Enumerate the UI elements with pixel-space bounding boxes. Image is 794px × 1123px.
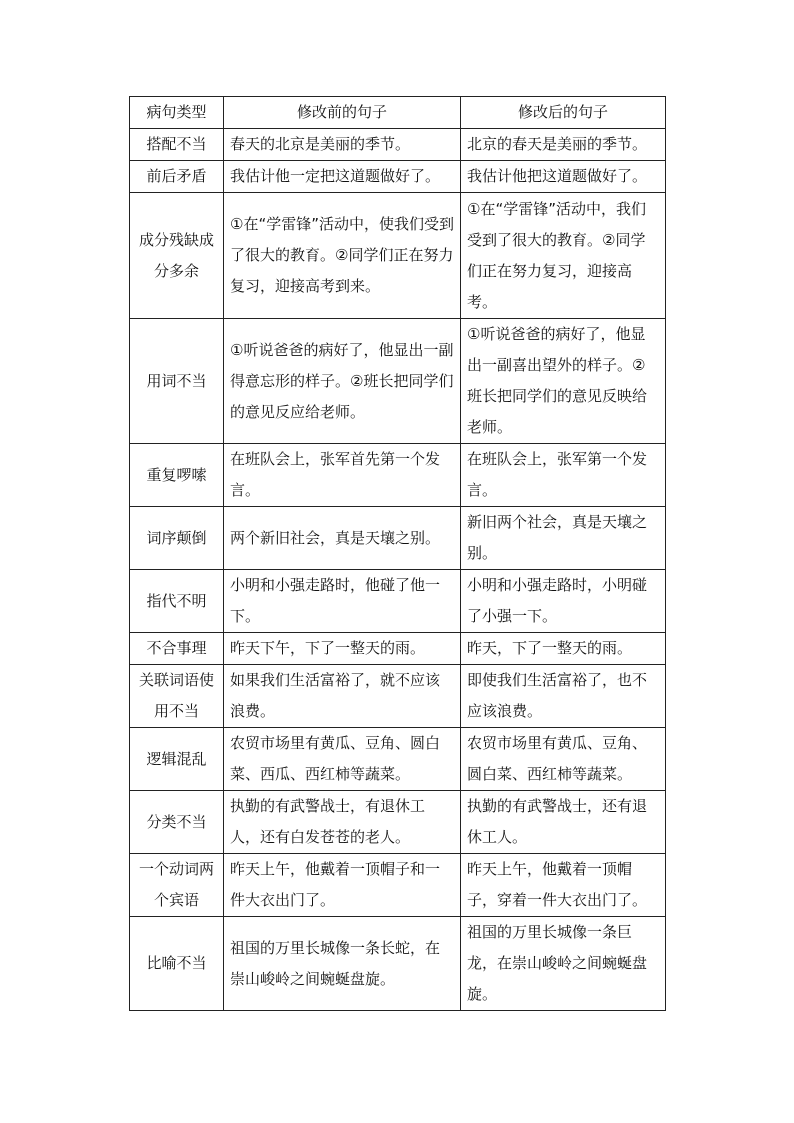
after-sentence-cell: 即使我们生活富裕了，也不应该浪费。 bbox=[461, 665, 666, 728]
table-row bbox=[130, 129, 666, 161]
after-sentence-cell: 祖国的万里长城像一条巨龙，在崇山峻岭之间蜿蜒盘旋。 bbox=[461, 917, 666, 1011]
before-sentence-cell: 小明和小强走路时，他碰了他一下。 bbox=[224, 570, 461, 633]
before-sentence-cell: 春天的北京是美丽的季节。 bbox=[224, 129, 461, 161]
sentence-type-cell: 分类不当 bbox=[130, 791, 224, 854]
table-row bbox=[130, 633, 666, 665]
table-row bbox=[130, 193, 666, 319]
table-row bbox=[130, 319, 666, 444]
before-sentence-cell: ①在“学雷锋”活动中，使我们受到了很大的教育。②同学们正在努力复习，迎接高考到来。 bbox=[224, 193, 461, 319]
sentence-type-cell: 词序颠倒 bbox=[130, 507, 224, 570]
after-sentence-cell: 我估计他把这道题做好了。 bbox=[461, 161, 666, 193]
sentence-type-cell: 一个动词两个宾语 bbox=[130, 854, 224, 917]
before-sentence-cell: 在班队会上，张军首先第一个发言。 bbox=[224, 444, 461, 507]
table-row bbox=[130, 728, 666, 791]
after-sentence-cell: 昨天上午，他戴着一顶帽子，穿着一件大衣出门了。 bbox=[461, 854, 666, 917]
sentence-type-cell: 重复啰嗦 bbox=[130, 444, 224, 507]
after-sentence-cell: 北京的春天是美丽的季节。 bbox=[461, 129, 666, 161]
before-sentence-cell: 昨天下午，下了一整天的雨。 bbox=[224, 633, 461, 665]
sentence-type-cell: 关联词语使用不当 bbox=[130, 665, 224, 728]
sentence-type-cell: 不合事理 bbox=[130, 633, 224, 665]
header-after-revision: 修改后的句子 bbox=[461, 97, 666, 129]
before-sentence-cell: ①听说爸爸的病好了，他显出一副得意忘形的样子。②班长把同学们的意见反应给老师。 bbox=[224, 319, 461, 444]
sentence-type-cell: 比喻不当 bbox=[130, 917, 224, 1011]
before-sentence-cell: 执勤的有武警战士，有退休工人，还有白发苍苍的老人。 bbox=[224, 791, 461, 854]
before-sentence-cell: 农贸市场里有黄瓜、豆角、圆白菜、西瓜、西红柿等蔬菜。 bbox=[224, 728, 461, 791]
before-sentence-cell: 昨天上午，他戴着一顶帽子和一件大衣出门了。 bbox=[224, 854, 461, 917]
after-sentence-cell: 在班队会上，张军第一个发言。 bbox=[461, 444, 666, 507]
after-sentence-cell: 小明和小强走路时，小明碰了小强一下。 bbox=[461, 570, 666, 633]
sentence-type-cell: 搭配不当 bbox=[130, 129, 224, 161]
before-sentence-cell: 如果我们生活富裕了，就不应该浪费。 bbox=[224, 665, 461, 728]
table-row bbox=[130, 161, 666, 193]
table-row bbox=[130, 791, 666, 854]
before-sentence-cell: 祖国的万里长城像一条长蛇，在崇山峻岭之间蜿蜒盘旋。 bbox=[224, 917, 461, 1011]
sentence-type-cell: 成分残缺成分多余 bbox=[130, 193, 224, 319]
table-header-row bbox=[130, 97, 666, 129]
sentence-type-cell: 前后矛盾 bbox=[130, 161, 224, 193]
after-sentence-cell: 新旧两个社会，真是天壤之别。 bbox=[461, 507, 666, 570]
table-row bbox=[130, 507, 666, 570]
after-sentence-cell: ①听说爸爸的病好了，他显出一副喜出望外的样子。②班长把同学们的意见反映给老师。 bbox=[461, 319, 666, 444]
after-sentence-cell: 农贸市场里有黄瓜、豆角、圆白菜、西红柿等蔬菜。 bbox=[461, 728, 666, 791]
sentence-type-cell: 指代不明 bbox=[130, 570, 224, 633]
table-row bbox=[130, 570, 666, 633]
after-sentence-cell: 昨天，下了一整天的雨。 bbox=[461, 633, 666, 665]
before-sentence-cell: 我估计他一定把这道题做好了。 bbox=[224, 161, 461, 193]
before-sentence-cell: 两个新旧社会，真是天壤之别。 bbox=[224, 507, 461, 570]
table-row bbox=[130, 854, 666, 917]
table-row bbox=[130, 917, 666, 1011]
header-before-revision: 修改前的句子 bbox=[224, 97, 461, 129]
header-sentence-type: 病句类型 bbox=[130, 97, 224, 129]
after-sentence-cell: ①在“学雷锋”活动中，我们受到了很大的教育。②同学们正在努力复习，迎接高考。 bbox=[461, 193, 666, 319]
after-sentence-cell: 执勤的有武警战士，还有退休工人。 bbox=[461, 791, 666, 854]
table-row bbox=[130, 665, 666, 728]
sentence-type-cell: 用词不当 bbox=[130, 319, 224, 444]
table-row bbox=[130, 444, 666, 507]
sentence-type-cell: 逻辑混乱 bbox=[130, 728, 224, 791]
sick-sentence-table bbox=[129, 96, 666, 1011]
